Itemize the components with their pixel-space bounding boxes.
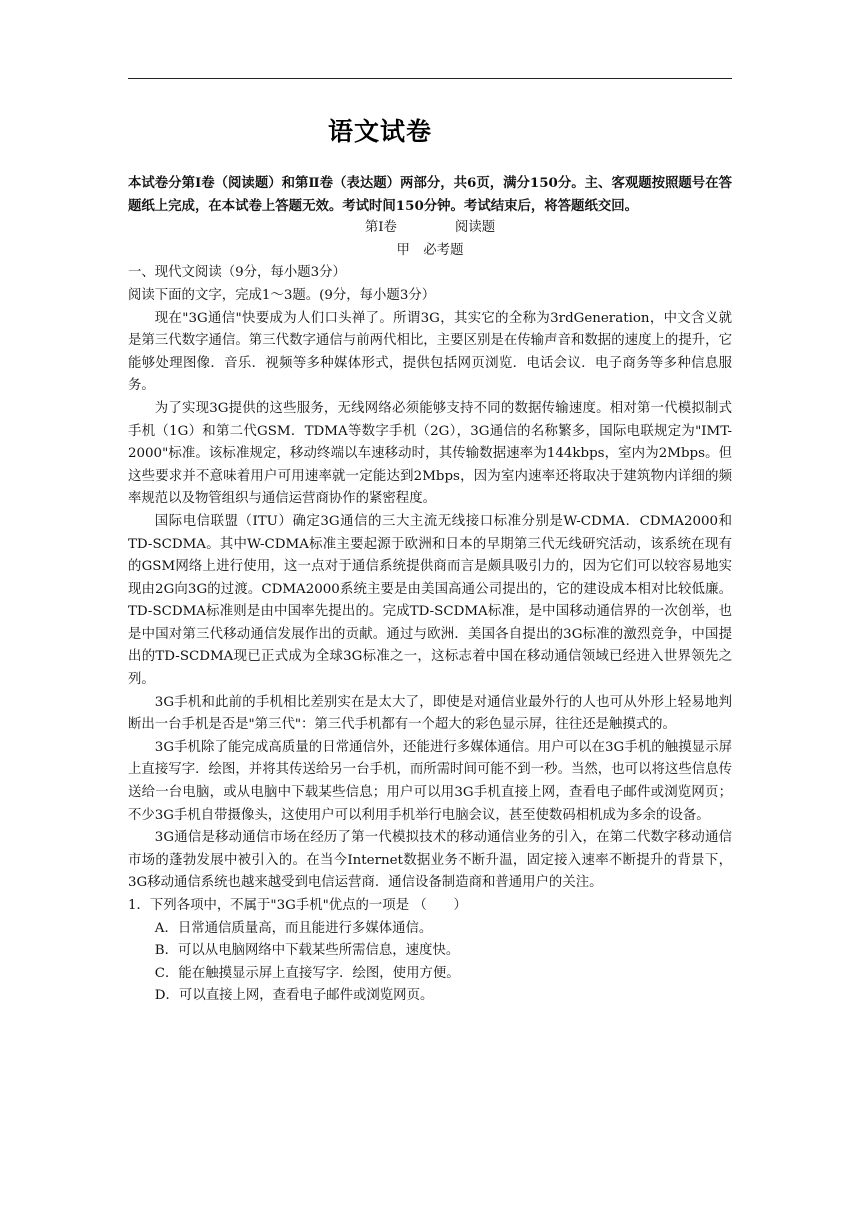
document-body [128, 172, 732, 1008]
passage-paragraph: 国际电信联盟（ITU）确定3G通信的三大主流无线接口标准分别是W-CDMA．CDMA2000和TD-SCDMA。其中W-CDMA标准主要起源于欧洲和日本的早期第三代无线研究活动，该系统在现有的GSM网络上进行使用，这一点对于通信系统提供商而言是颇具吸引力的，因为它们可以较容易地实现由2G向3G的过渡。CDMA2000系统主要是由美国高通公司提出的，它的建设成本相对比较低廉。TD-SCDMA标准则是由中国率先提出的。完成TD-SCDMA标准，是中国移动通信界的一次创举，也是中国对第三代移动通信发展作出的贡献。通过与欧洲．美国各自提出的3G标准的激烈竞争，中国提出的TD-SCDMA现已正式成为全球3G标准之一，这标志着中国在移动通信领域已经进入世界领先之列。 [128, 513, 732, 688]
passage-paragraph: 3G手机除了能完成高质量的日常通信外，还能进行多媒体通信。用户可以在3G手机的触摸显示屏上直接写字．绘图，并将其传送给另一台手机，而所需时间可能不到一秒。当然，也可以将这些信息传送给一台电脑，或从电脑中下载某些信息；用户可以用3G手机直接上网，查看电子邮件或浏览网页；不少3G手机自带摄像头，这使用户可以利用手机举行电脑会议，甚至使数码相机成为多余的设备。 [128, 739, 732, 823]
page-title: 语文试卷 [327, 117, 432, 146]
section-heading [128, 217, 732, 240]
part-heading: 一、现代文阅读（9分，每小题3分） [128, 265, 346, 281]
passage-paragraph: 3G手机和此前的手机相比差别实在是太大了，即使是对通信业最外行的人也可从外形上轻易地判断出一台手机是否是"第三代"：第三代手机都有一个超大的彩色显示屏，往往还是触摸式的。 [128, 694, 732, 733]
header-rule [128, 78, 732, 79]
answer-option-d: D．可以直接上网，查看电子邮件或浏览网页。 [154, 988, 434, 1004]
section-subheading: 甲 必考题 [396, 242, 464, 258]
answer-option-b: B．可以从电脑网络中下载某些所需信息，速度快。 [154, 943, 460, 959]
passage-paragraph: 现在"3G通信"快要成为人们口头禅了。所谓3G，其实它的全称为3rdGeneration，中文含义就是第三代数字通信。第三代数字通信与前两代相比，主要区别是在传输声音和数据的速度上的提升，它能够处理图像．音乐．视频等多种媒体形式，提供包括网页浏览．电话会议．电子商务等多种信息服务。 [128, 310, 732, 394]
question-stem: 1．下列各项中，不属于"3G手机"优点的一项是 （ ） [128, 898, 467, 913]
section-name: 阅读题 [454, 220, 496, 236]
answer-option-a: A．日常通信质量高，而且能进行多媒体通信。 [154, 920, 433, 936]
exam-instructions: 本试卷分第Ⅰ卷（阅读题）和第Ⅱ卷（表达题）两部分，共6页，满分150分。主、客观题按照题号在答题纸上完成，在本试卷上答题无效。考试时间150分钟。考试结束后，将答题纸交回。 [128, 175, 732, 214]
section-volume: 第Ⅰ卷 [364, 220, 397, 236]
passage-paragraph: 为了实现3G提供的这些服务，无线网络必须能够支持不同的数据传输速度。相对第一代模拟制式手机（1G）和第二代GSM．TDMA等数字手机（2G），3G通信的名称繁多，国际电联规定为"IMT-2000"标准。该标准规定，移动终端以车速移动时，其传输数据速率为144kbps，室内为2Mbps。但这些要求并不意味着用户可用速率就一定能达到2Mbps，因为室内速率还将取决于建筑物内详细的频率规范以及物管组织与通信运营商协作的紧密程度。 [128, 400, 732, 507]
passage-paragraph: 3G通信是移动通信市场在经历了第一代模拟技术的移动通信业务的引入，在第二代数字移动通信市场的蓬勃发展中被引入的。在当今Internet数据业务不断升温，固定接入速率不断提升的背景下，3G移动通信系统也越来越受到电信运营商．通信设备制造商和普通用户的关注。 [128, 830, 732, 891]
reading-instruction: 阅读下面的文字，完成1～3题。(9分，每小题3分） [128, 287, 436, 303]
answer-option-c: C．能在触摸显示屏上直接写字．绘图，使用方便。 [154, 965, 460, 981]
